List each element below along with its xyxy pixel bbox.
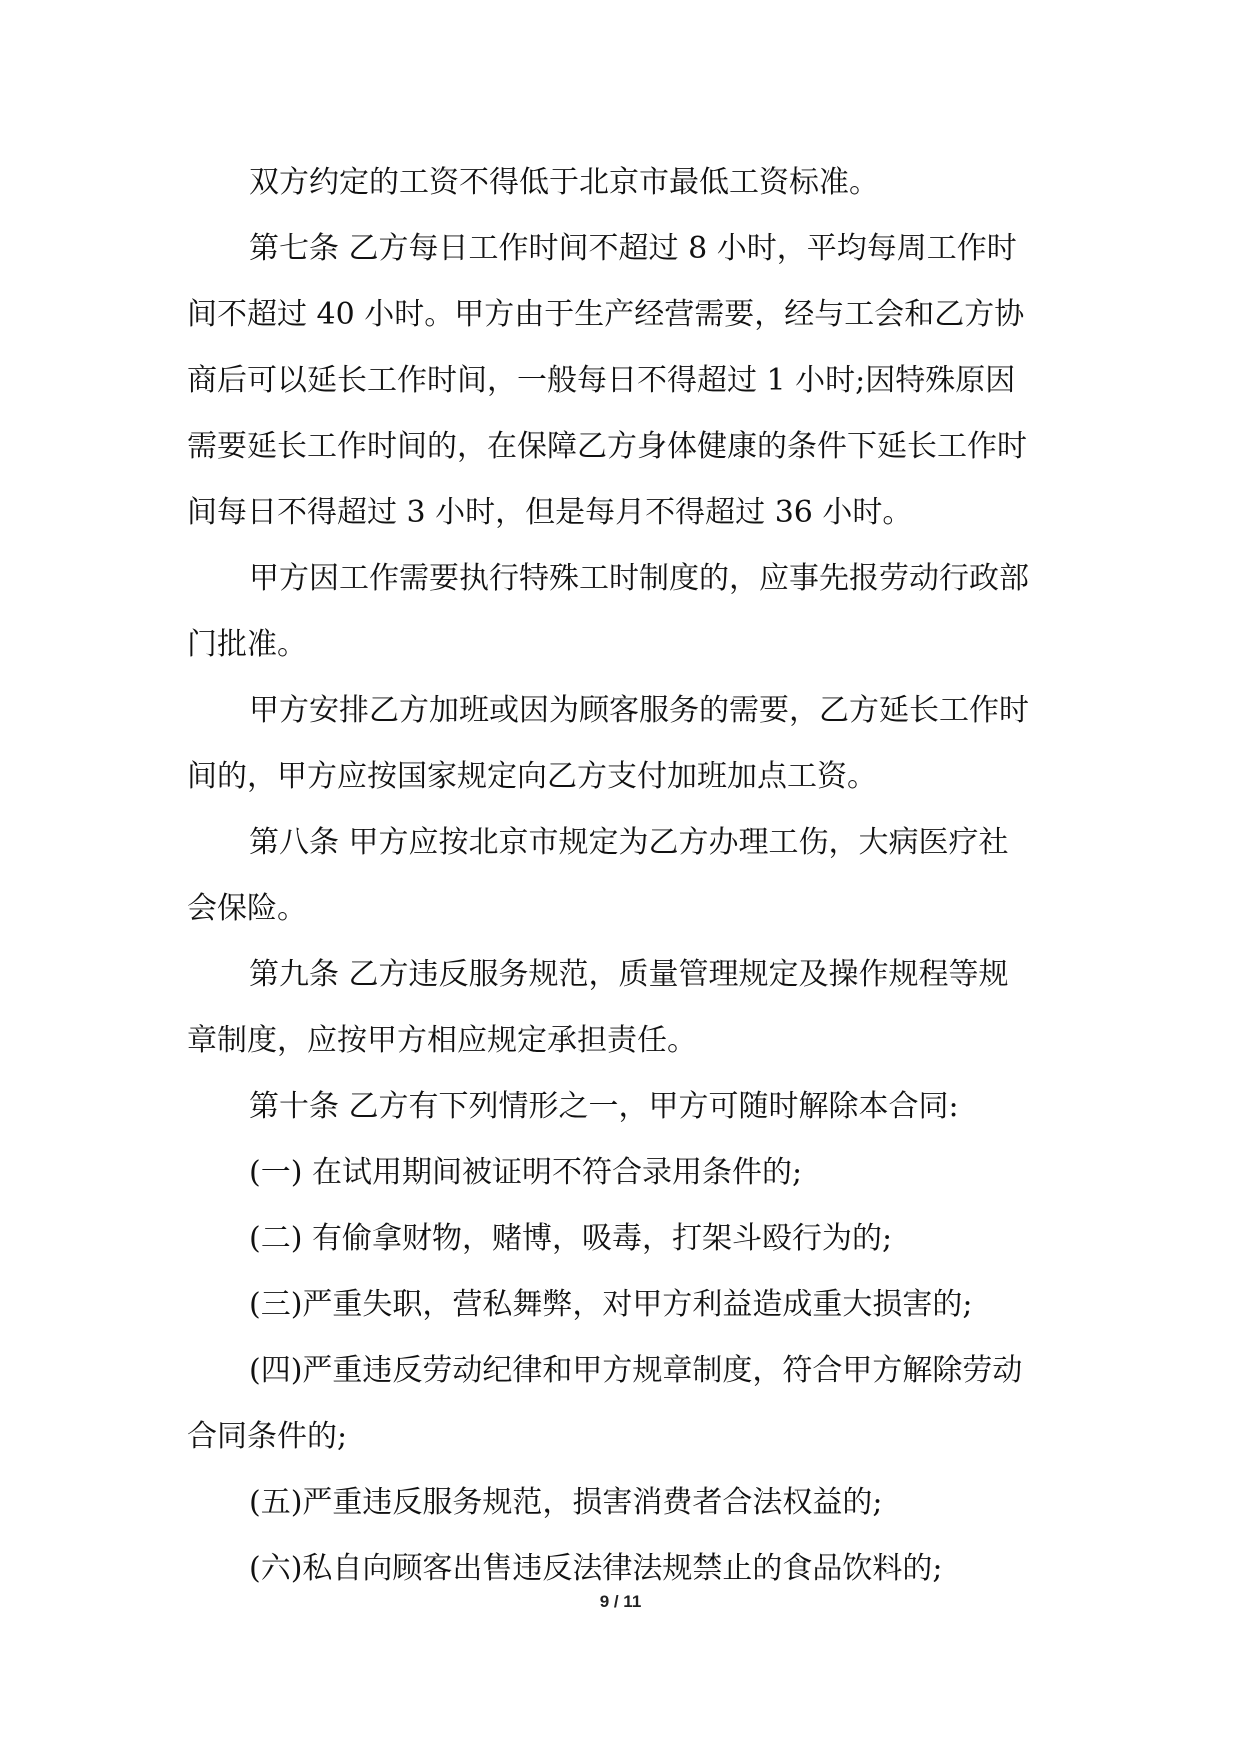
list-item: (一) 在试用期间被证明不符合录用条件的;: [249, 1155, 803, 1190]
paragraph-line: 间每日不得超过 3 小时，但是每月不得超过 36 小时。: [187, 495, 913, 530]
paragraph-line: 会保险。: [187, 891, 307, 926]
list-item: (二) 有偷拿财物，赌博，吸毒，打架斗殴行为的;: [249, 1221, 893, 1256]
page-number: 9 / 11: [599, 1592, 642, 1611]
list-item: (三)严重失职，营私舞弊，对甲方利益造成重大损害的;: [249, 1287, 973, 1322]
paragraph-line: 甲方安排乙方加班或因为顾客服务的需要，乙方延长工作时: [249, 693, 1029, 728]
paragraph-line: 需要延长工作时间的，在保障乙方身体健康的条件下延长工作时: [187, 429, 1027, 464]
list-item: (四)严重违反劳动纪律和甲方规章制度，符合甲方解除劳动: [249, 1353, 1023, 1388]
paragraph-line: 甲方因工作需要执行特殊工时制度的，应事先报劳动行政部: [249, 561, 1029, 596]
list-item: (五)严重违反服务规范，损害消费者合法权益的;: [249, 1485, 883, 1520]
paragraph-line: 第八条 甲方应按北京市规定为乙方办理工伤，大病医疗社: [249, 825, 1009, 860]
paragraph-line: 第九条 乙方违反服务规范，质量管理规定及操作规程等规: [249, 957, 1009, 992]
document-body: [187, 150, 1055, 1602]
paragraph-line: 合同条件的;: [187, 1419, 348, 1454]
paragraph-line: 章制度，应按甲方相应规定承担责任。: [187, 1023, 697, 1058]
paragraph-line: 门批准。: [187, 627, 307, 662]
paragraph-line: 第七条 乙方每日工作时间不超过 8 小时，平均每周工作时: [249, 231, 1017, 266]
list-item: (六)私自向顾客出售违反法律法规禁止的食品饮料的;: [249, 1551, 943, 1586]
paragraph-line: 间不超过 40 小时。甲方由于生产经营需要，经与工会和乙方协: [187, 297, 1025, 332]
paragraph-line: 双方约定的工资不得低于北京市最低工资标准。: [249, 165, 879, 200]
paragraph-line: 第十条 乙方有下列情形之一，甲方可随时解除本合同:: [249, 1089, 959, 1124]
paragraph-line: 商后可以延长工作时间，一般每日不得超过 1 小时;因特殊原因: [187, 363, 1016, 398]
paragraph-line: 间的，甲方应按国家规定向乙方支付加班加点工资。: [187, 759, 877, 794]
